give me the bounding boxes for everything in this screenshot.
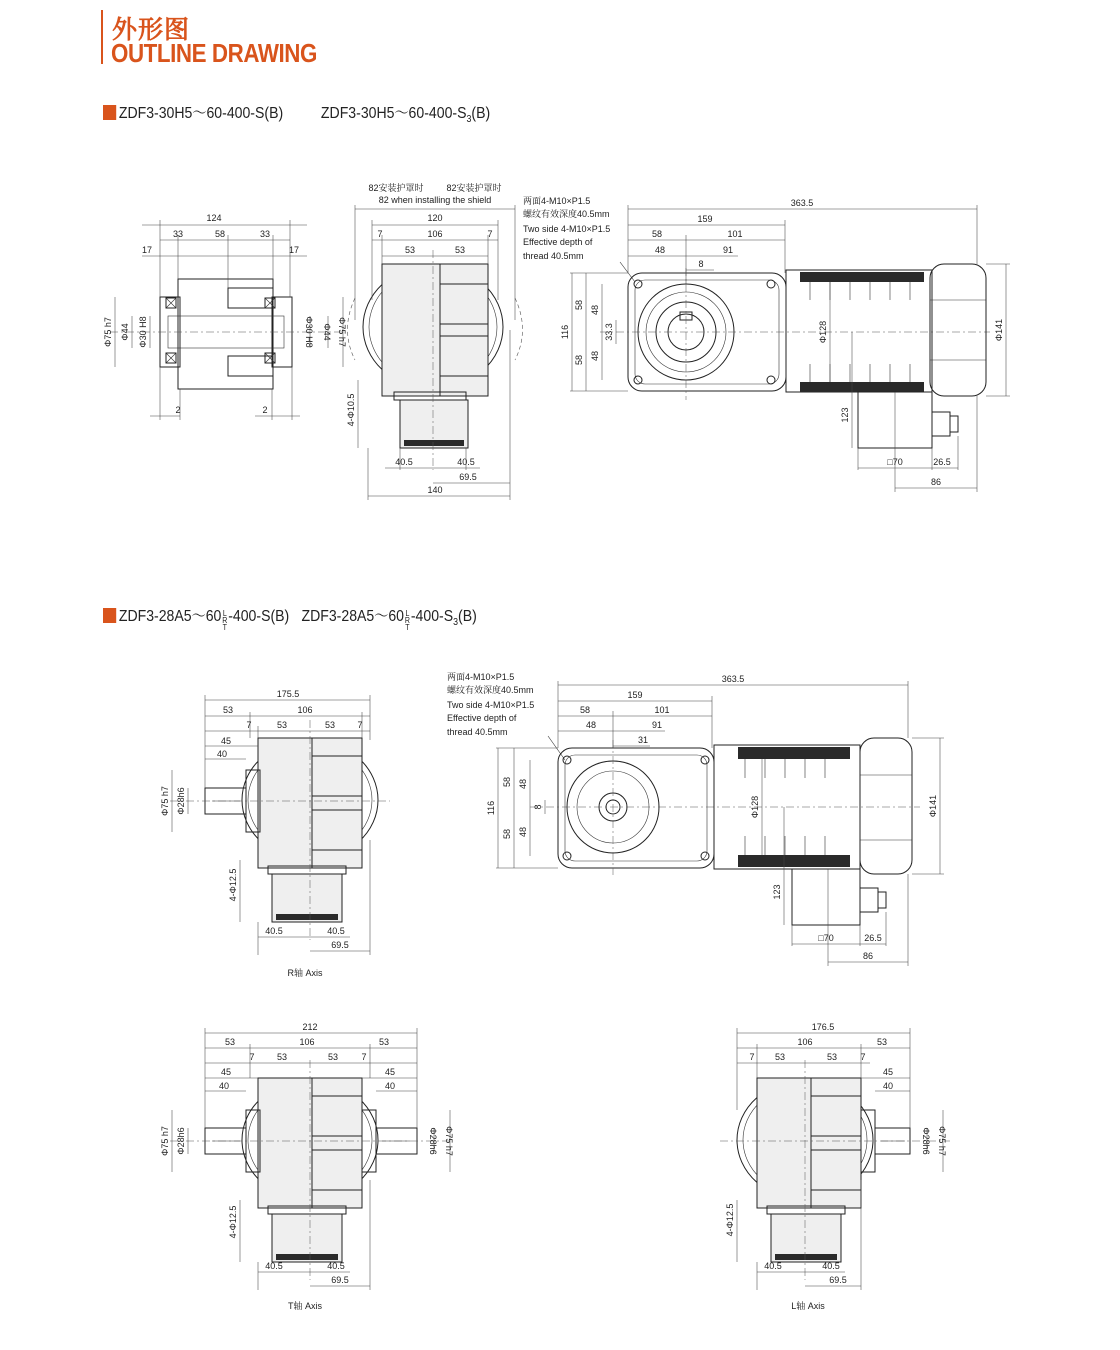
note-thread-en-1: Two side 4-M10×P1.5 <box>447 700 535 710</box>
dim-40: 40 <box>882 1081 894 1091</box>
dim-phi44-right: Φ44 <box>322 323 332 341</box>
dim-40-left: 40 <box>218 1081 230 1091</box>
dim-363-5: 363.5 <box>790 198 814 208</box>
dim-phi141: Φ141 <box>994 318 1004 342</box>
dim-7-right: 7 <box>487 229 493 239</box>
dim-69-5: 69.5 <box>829 1275 847 1285</box>
dim-106: 106 <box>297 705 313 715</box>
dim-69-5: 69.5 <box>331 1275 349 1285</box>
note-thread-cn-2: 螺纹有效深度40.5mm <box>447 685 534 695</box>
dim-86: 86 <box>862 951 874 961</box>
dim-4-phi12-5: 4-Φ12.5 <box>228 868 238 902</box>
dim-33-left: 33 <box>172 229 184 239</box>
dim-53-a: 53 <box>276 720 288 730</box>
dim-7-left: 7 <box>377 229 383 239</box>
dim-phi141: Φ141 <box>928 794 938 818</box>
dim-7-left: 7 <box>246 720 252 730</box>
dim-53-b: 53 <box>327 1052 339 1062</box>
dim-159: 159 <box>627 690 643 700</box>
dim-2-left: 2 <box>175 405 181 415</box>
dim-33-3: 33.3 <box>604 323 614 341</box>
dim-7-left: 7 <box>249 1052 255 1062</box>
note-thread-en-2: Effective depth of <box>523 237 593 247</box>
note-thread-en-2: Effective depth of <box>447 713 517 723</box>
dim-phi75: Φ75 h7 <box>937 1126 947 1156</box>
dim-101: 101 <box>654 705 670 715</box>
dim-2-right: 2 <box>262 405 268 415</box>
note-thread-cn-2: 螺纹有效深度40.5mm <box>523 209 610 219</box>
dim-7-right: 7 <box>361 1052 367 1062</box>
dim-33-right: 33 <box>259 229 271 239</box>
dim-phi44-left: Φ44 <box>120 323 130 341</box>
dim-53-b: 53 <box>826 1052 838 1062</box>
dim-116: 116 <box>560 324 570 340</box>
dim-phi128: Φ128 <box>750 795 760 819</box>
dim-53-right: 53 <box>454 245 466 255</box>
dim-phi75-right: Φ75 h7 <box>444 1126 454 1156</box>
hollow-shaft-front-view <box>346 182 523 500</box>
dim-175-5: 175.5 <box>276 689 300 699</box>
dim-phi28-right: Φ28h6 <box>428 1127 438 1155</box>
dim-45: 45 <box>882 1067 894 1077</box>
dim-7-left: 7 <box>749 1052 755 1062</box>
dim-45: 45 <box>220 736 232 746</box>
dim-40-5-left: 40.5 <box>395 457 413 467</box>
dim-48: 48 <box>654 245 666 255</box>
dim-48-bottom: 48 <box>518 826 528 838</box>
dim-69-5: 69.5 <box>459 472 477 482</box>
dim-17-right: 17 <box>288 245 300 255</box>
dim-106: 106 <box>797 1037 813 1047</box>
model-2b: ZDF3-28A5～60 L R T $-400-S_3(B)$ <box>301 608 477 632</box>
dim-40-5-right: 40.5 <box>327 926 345 936</box>
dim-8: 8 <box>533 804 543 810</box>
dim-48: 48 <box>585 720 597 730</box>
dim-phi75-left: Φ75 h7 <box>160 1126 170 1156</box>
dim-53-left: 53 <box>404 245 416 255</box>
r-axis-front-view <box>160 689 390 978</box>
dim-40-5-right: 40.5 <box>822 1261 840 1271</box>
dim-58-bottom: 58 <box>574 354 584 366</box>
model-1a: ZDF3-30H5～60-400-S(B) <box>118 105 284 122</box>
dim-phi75: Φ75 h7 <box>160 786 170 816</box>
dim-86: 86 <box>930 477 942 487</box>
dim-58: 58 <box>214 229 226 239</box>
dim-101: 101 <box>727 229 743 239</box>
dim-40-5-left: 40.5 <box>265 1261 283 1271</box>
dim-phi30-left: Φ30 H8 <box>138 316 148 348</box>
page-title-en: OUTLINE DRAWING <box>111 38 317 68</box>
dim-31: 31 <box>637 735 649 745</box>
dim-212: 212 <box>302 1022 318 1032</box>
note-thread-cn-1: 两面4-M10×P1.5 <box>523 196 591 206</box>
dim-phi28: Φ28h6 <box>176 787 186 815</box>
dim-53: 53 <box>222 705 234 715</box>
caption-l-axis: L轴 Axis <box>791 1301 825 1311</box>
dim-phi28: Φ28h6 <box>921 1127 931 1155</box>
dim-124: 124 <box>206 213 222 223</box>
dim-8: 8 <box>698 259 704 269</box>
dim-58-top: 58 <box>502 776 512 788</box>
dim-4-phi12-5: 4-Φ12.5 <box>725 1203 735 1237</box>
dim-106: 106 <box>299 1037 315 1047</box>
dim-53-b: 53 <box>324 720 336 730</box>
dim-116: 116 <box>486 800 496 816</box>
dim-40-right: 40 <box>384 1081 396 1091</box>
note-thread-en-3: thread 40.5mm <box>523 251 584 261</box>
solid-shaft-motor-view <box>447 672 944 966</box>
dim-140: 140 <box>427 485 443 495</box>
dim-40-5-right: 40.5 <box>327 1261 345 1271</box>
model-2a: ZDF3-28A5～60 L R T -400-S(B) <box>118 608 290 632</box>
dim-7-right: 7 <box>357 720 363 730</box>
dim-363-5: 363.5 <box>721 674 745 684</box>
dim-53-a: 53 <box>276 1052 288 1062</box>
t-axis-front-view <box>160 1022 454 1311</box>
dim-phi128: Φ128 <box>818 320 828 344</box>
dim-phi75-left: Φ75 h7 <box>103 317 113 347</box>
dim-40: 40 <box>216 749 228 759</box>
dim-26-5: 26.5 <box>933 457 951 467</box>
dim-91: 91 <box>651 720 663 730</box>
note-shield-cn-2: 82安装护罩时 <box>446 183 502 193</box>
dim-40-5-right: 40.5 <box>457 457 475 467</box>
dim-phi28-left: Φ28h6 <box>176 1127 186 1155</box>
dim-sq70: □70 <box>818 933 834 943</box>
note-thread-en-3: thread 40.5mm <box>447 727 508 737</box>
note-shield-en: 82 when installing the shield <box>378 195 492 205</box>
note-thread-cn-1: 两面4-M10×P1.5 <box>447 672 515 682</box>
dim-58-bottom: 58 <box>502 828 512 840</box>
dim-120: 120 <box>427 213 443 223</box>
dim-69-5: 69.5 <box>331 940 349 950</box>
dim-53-right: 53 <box>876 1037 888 1047</box>
caption-r-axis: R轴 Axis <box>287 968 323 978</box>
dim-phi75-right: Φ75 h7 <box>337 317 347 347</box>
dim-17-left: 17 <box>141 245 153 255</box>
dim-53-left: 53 <box>224 1037 236 1047</box>
dim-40-5-left: 40.5 <box>265 926 283 936</box>
dim-48-top: 48 <box>518 778 528 790</box>
model-1b: $ZDF3-30H5\sim 60-400-S_3(B)$ <box>320 105 491 126</box>
dim-7-right: 7 <box>860 1052 866 1062</box>
dim-48-top: 48 <box>590 304 600 316</box>
dim-phi30-right: Φ30 H8 <box>304 316 314 348</box>
dim-4-phi12-5: 4-Φ12.5 <box>228 1205 238 1239</box>
dim-45-right: 45 <box>384 1067 396 1077</box>
dim-40-5-left: 40.5 <box>764 1261 782 1271</box>
dim-48-bottom: 48 <box>590 350 600 362</box>
hollow-shaft-motor-view <box>523 196 1010 492</box>
dim-123: 123 <box>840 407 850 423</box>
dim-53-a: 53 <box>774 1052 786 1062</box>
note-thread-en-1: Two side 4-M10×P1.5 <box>523 224 611 234</box>
dim-53-right: 53 <box>378 1037 390 1047</box>
dim-106: 106 <box>427 229 443 239</box>
dim-sq70: □70 <box>887 457 903 467</box>
page-title-cn: 外形图 <box>112 15 191 44</box>
dim-176-5: 176.5 <box>811 1022 835 1032</box>
hollow-shaft-section-view <box>103 213 347 420</box>
dim-91: 91 <box>722 245 734 255</box>
caption-t-axis: T轴 Axis <box>287 1301 323 1311</box>
l-axis-front-view <box>720 1022 950 1311</box>
dim-58: 58 <box>651 229 663 239</box>
dim-4-phi10-5: 4-Φ10.5 <box>346 393 356 427</box>
dim-58: 58 <box>579 705 591 715</box>
dim-159: 159 <box>697 214 713 224</box>
dim-58-top: 58 <box>574 299 584 311</box>
dim-45-left: 45 <box>220 1067 232 1077</box>
note-shield-cn: 82安装护罩时 <box>368 183 424 193</box>
dim-123: 123 <box>772 884 782 900</box>
dim-26-5: 26.5 <box>864 933 882 943</box>
